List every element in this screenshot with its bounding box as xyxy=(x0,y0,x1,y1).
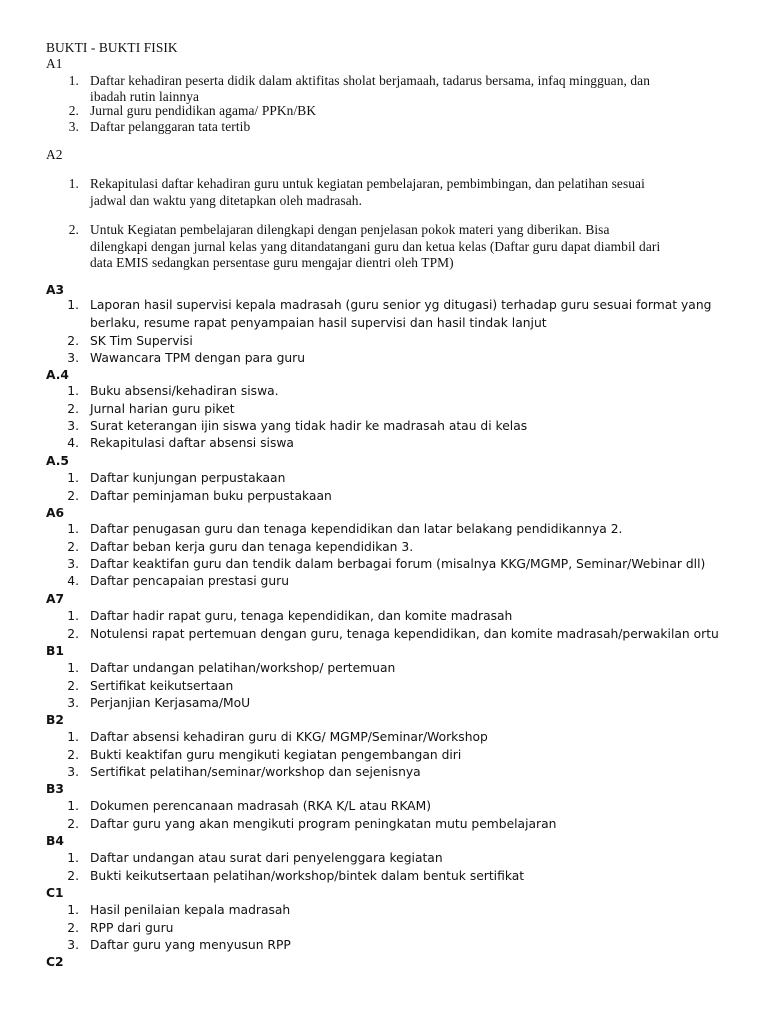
section-heading: C2 xyxy=(46,955,64,969)
list-item-text: Jurnal guru pendidikan agama/ PPKn/BK xyxy=(90,103,317,118)
list-item-text: Daftar guru yang akan mengikuti program peningkatan mutu pembelajaran xyxy=(90,817,557,831)
list-item-number: 2. xyxy=(67,748,79,762)
list-item-number: 2. xyxy=(67,540,79,554)
list-item-text: Daftar peminjaman buku perpustakaan xyxy=(90,489,332,503)
list-item-text: Perjanjian Kerjasama/MoU xyxy=(90,696,251,710)
list-item-number: 1. xyxy=(67,384,79,398)
section-heading: B4 xyxy=(46,834,64,848)
section-heading: B1 xyxy=(46,644,64,658)
list-item-number: 3. xyxy=(67,557,79,571)
list-item-number: 1. xyxy=(67,609,79,623)
document-title: BUKTI - BUKTI FISIK xyxy=(46,40,178,55)
list-item-text: Daftar kehadiran peserta didik dalam aktifitas sholat berjamaah, tadarus bersama, infaq mingguan, dan xyxy=(90,73,651,88)
list-item-number: 1. xyxy=(67,661,79,675)
list-item-text: berlaku, resume rapat penyampaian hasil supervisi dan hasil tindak lanjut xyxy=(90,316,547,330)
list-item-number: 3. xyxy=(67,938,79,952)
list-item-number: 3. xyxy=(67,351,79,365)
list-item-text: data EMIS sedangkan persentase guru mengajar dientri oleh TPM) xyxy=(90,255,454,270)
list-item-number: 2. xyxy=(67,489,79,503)
list-item-text: dilengkapi dengan jurnal kelas yang ditandatangani guru dan ketua kelas (Daftar guru dapat diambil dari xyxy=(90,239,661,254)
list-item-number: 1. xyxy=(68,176,79,191)
list-item-text: Daftar penugasan guru dan tenaga kependidikan dan latar belakang pendidikannya 2. xyxy=(90,522,623,536)
list-item-text: Sertifikat pelatihan/seminar/workshop dan sejenisnya xyxy=(90,765,421,779)
list-item-text: Hasil penilaian kepala madrasah xyxy=(90,903,291,917)
section-heading: A7 xyxy=(46,592,65,606)
section-heading: B3 xyxy=(46,782,64,796)
list-item-text: Rekapitulasi daftar absensi siswa xyxy=(90,436,294,450)
list-item-text: Laporan hasil supervisi kepala madrasah (guru senior yg ditugasi) terhadap guru sesuai format yang xyxy=(90,298,712,312)
list-item-number: 2. xyxy=(68,103,79,118)
list-item-text: Sertifikat keikutsertaan xyxy=(90,679,234,693)
list-item-number: 2. xyxy=(68,222,79,237)
list-item-text: Daftar hadir rapat guru, tenaga kependidikan, dan komite madrasah xyxy=(90,609,513,623)
list-item-number: 2. xyxy=(67,402,79,416)
section-heading: A.4 xyxy=(46,368,69,382)
list-item-text: SK Tim Supervisi xyxy=(90,334,193,348)
list-item-number: 1. xyxy=(67,851,79,865)
list-item-text: Bukti keaktifan guru mengikuti kegiatan pengembangan diri xyxy=(90,748,462,762)
list-item-number: 2. xyxy=(67,869,79,883)
list-item-number: 2. xyxy=(67,817,79,831)
list-item-number: 3. xyxy=(67,765,79,779)
list-item-number: 2. xyxy=(67,627,79,641)
list-item-text: Daftar kunjungan perpustakaan xyxy=(90,471,286,485)
list-item-number: 3. xyxy=(68,119,79,134)
list-item-text: Notulensi rapat pertemuan dengan guru, tenaga kependidikan, dan komite madrasah/perwakilan ortu xyxy=(90,627,719,641)
list-item-text: jadwal dan waktu yang ditetapkan oleh madrasah. xyxy=(90,193,363,208)
list-item-number: 4. xyxy=(67,574,79,588)
list-item-text: Jurnal harian guru piket xyxy=(90,402,235,416)
list-item-number: 2. xyxy=(67,679,79,693)
list-item-number: 2. xyxy=(67,921,79,935)
list-item-number: 1. xyxy=(67,903,79,917)
section-heading: A1 xyxy=(46,56,63,71)
list-item-number: 3. xyxy=(67,419,79,433)
list-item-number: 1. xyxy=(67,730,79,744)
list-item-number: 3. xyxy=(67,696,79,710)
section-heading: A3 xyxy=(46,283,65,297)
list-item-text: RPP dari guru xyxy=(90,921,174,935)
list-item-number: 2. xyxy=(67,334,79,348)
list-item-text: ibadah rutin lainnya xyxy=(90,89,200,104)
list-item-text: Daftar guru yang menyusun RPP xyxy=(90,938,291,952)
list-item-text: Daftar beban kerja guru dan tenaga kependidikan 3. xyxy=(90,540,414,554)
list-item-text: Wawancara TPM dengan para guru xyxy=(90,351,306,365)
list-item-text: Daftar undangan atau surat dari penyelenggara kegiatan xyxy=(90,851,443,865)
list-item-number: 1. xyxy=(67,522,79,536)
section-heading: A6 xyxy=(46,506,65,520)
section-heading: B2 xyxy=(46,713,64,727)
list-item-number: 1. xyxy=(67,298,79,312)
list-item-number: 1. xyxy=(68,73,79,88)
list-item-text: Daftar undangan pelatihan/workshop/ pertemuan xyxy=(90,661,396,675)
section-heading: A2 xyxy=(46,147,63,162)
list-item-text: Daftar pencapaian prestasi guru xyxy=(90,574,289,588)
list-item-text: Rekapitulasi daftar kehadiran guru untuk kegiatan pembelajaran, pembimbingan, dan pelatihan sesuai xyxy=(90,176,645,191)
list-item-number: 1. xyxy=(67,799,79,813)
list-item-number: 4. xyxy=(67,436,79,450)
list-item-number: 1. xyxy=(67,471,79,485)
list-item-text: Dokumen perencanaan madrasah (RKA K/L atau RKAM) xyxy=(90,799,431,813)
list-item-text: Daftar absensi kehadiran guru di KKG/ MGMP/Seminar/Workshop xyxy=(90,730,488,744)
section-heading: A.5 xyxy=(46,454,69,468)
list-item-text: Bukti keikutsertaan pelatihan/workshop/bintek dalam bentuk sertifikat xyxy=(90,869,525,883)
list-item-text: Buku absensi/kehadiran siswa. xyxy=(90,384,279,398)
list-item-text: Surat keterangan ijin siswa yang tidak hadir ke madrasah atau di kelas xyxy=(90,419,528,433)
list-item-text: Daftar pelanggaran tata tertib xyxy=(90,119,251,134)
list-item-text: Untuk Kegiatan pembelajaran dilengkapi dengan penjelasan pokok materi yang diberikan. Bisa xyxy=(90,222,610,237)
list-item-text: Daftar keaktifan guru dan tendik dalam berbagai forum (misalnya KKG/MGMP, Seminar/Webinar dll) xyxy=(90,557,706,571)
section-heading: C1 xyxy=(46,886,64,900)
